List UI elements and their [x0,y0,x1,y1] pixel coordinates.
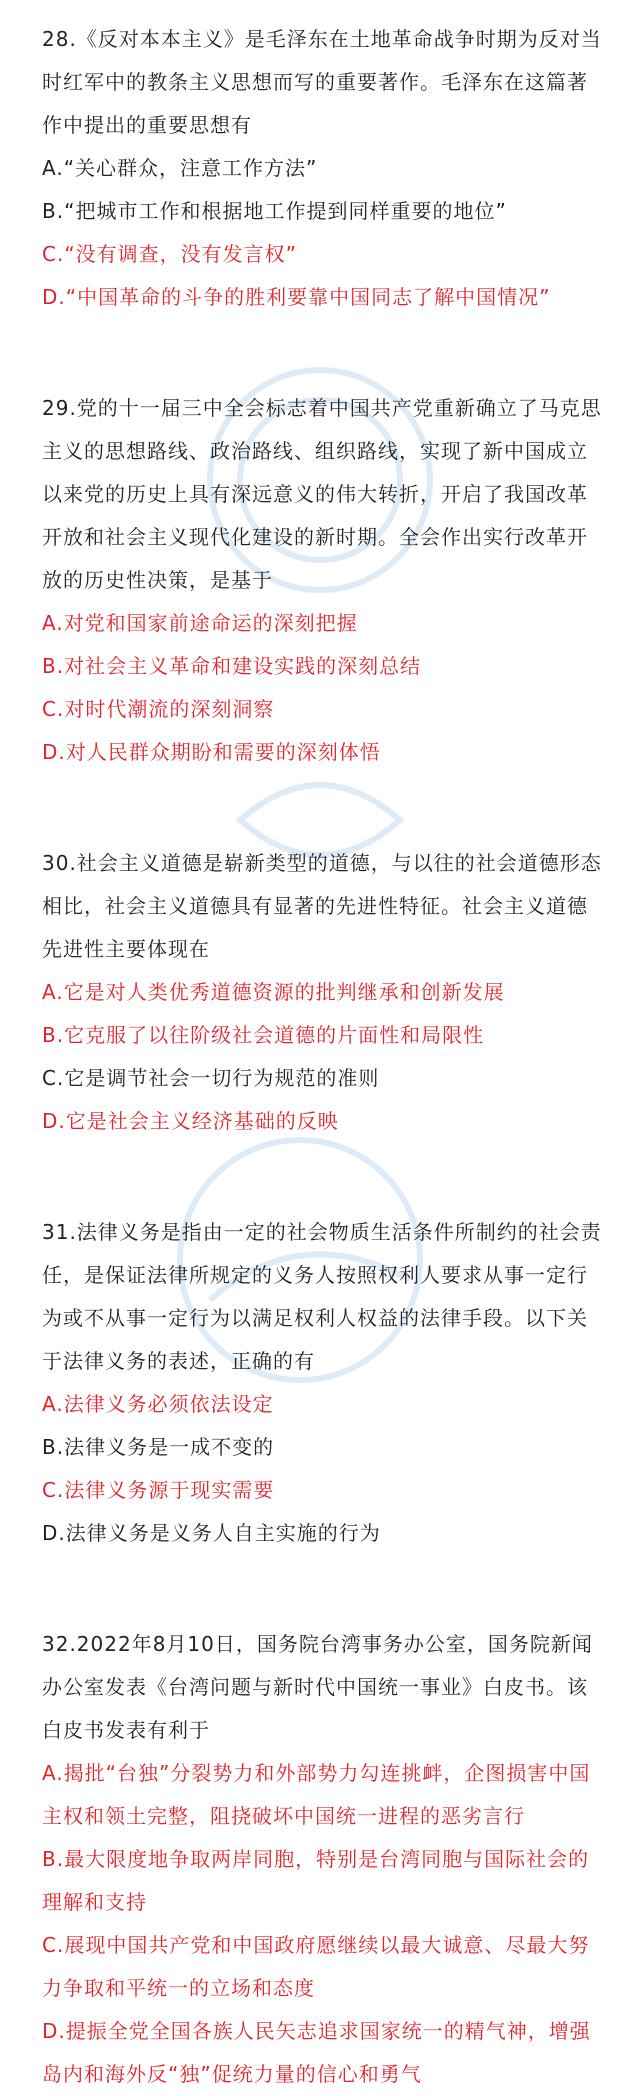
option-d: D.法律义务是义务人自主实施的行为 [42,1521,381,1545]
question-30 [42,842,608,1143]
question-28 [42,18,608,319]
option-d: D.“中国革命的斗争的胜利要靠中国同志了解中国情况” [42,285,551,309]
option-c: C.它是调节社会一切行为规范的准则 [42,1066,380,1090]
question-stem: 30.社会主义道德是崭新类型的道德，与以往的社会道德形态相比，社会主义道德具有显著的先进性特征。社会主义道德先进性主要体现在 [42,851,602,961]
question-31 [42,1211,608,1555]
option-b: B.它克服了以往阶级社会道德的片面性和局限性 [42,1023,485,1047]
option-d: D.对人民群众期盼和需要的深刻体悟 [42,740,381,764]
option-a: A.法律义务必须依法设定 [42,1392,274,1416]
option-c: C.“没有调查，没有发言权” [42,242,298,266]
option-b: B.对社会主义革命和建设实践的深刻总结 [42,654,422,678]
option-c: C.法律义务源于现实需要 [42,1478,275,1502]
question-29 [42,387,608,774]
option-b: B.最大限度地争取两岸同胞，特别是台湾同胞与国际社会的理解和支持 [42,1847,590,1914]
question-stem: 29.党的十一届三中全会标志着中国共产党重新确立了马克思主义的思想路线、政治路线、组织路线，实现了新中国成立以来党的历史上具有深远意义的伟大转折，开启了我国改革开放和社会主义现代化建设的新时期。全会作出实行改革开放的历史性决策，是基于 [42,396,602,592]
question-stem: 31.法律义务是指由一定的社会物质生活条件所制约的社会责任，是保证法律所规定的义务人按照权利人要求从事一定行为或不从事一定行为以满足权利人权益的法律手段。以下关于法律义务的表述，正确的有 [42,1220,602,1373]
question-list [42,18,608,2096]
option-b: B.“把城市工作和根据地工作提到同样重要的地位” [42,199,507,223]
question-stem: 32.2022年8月10日，国务院台湾事务办公室，国务院新闻办公室发表《台湾问题与新时代中国统一事业》白皮书。该白皮书发表有利于 [42,1632,593,1742]
option-c: C.展现中国共产党和中国政府愿继续以最大诚意、尽最大努力争取和平统一的立场和态度 [42,1933,590,2000]
option-b: B.法律义务是一成不变的 [42,1435,275,1459]
question-stem: 28.《反对本本主义》是毛泽东在土地革命战争时期为反对当时红军中的教条主义思想而写的重要著作。毛泽东在这篇著作中提出的重要思想有 [42,27,602,137]
question-32 [42,1623,608,2096]
option-a: A.揭批“台独”分裂势力和外部势力勾连挑衅，企图损害中国主权和领土完整，阻挠破坏中国统一进程的恶劣言行 [42,1761,591,1828]
option-d: D.它是社会主义经济基础的反映 [42,1109,339,1133]
option-a: A.它是对人类优秀道德资源的批判继承和创新发展 [42,980,505,1004]
option-d: D.提振全党全国各族人民矢志追求国家统一的精气神，增强岛内和海外反“独”促统力量的信心和勇气 [42,2019,591,2086]
option-a: A.“关心群众，注意工作方法” [42,156,318,180]
option-a: A.对党和国家前途命运的深刻把握 [42,611,358,635]
option-c: C.对时代潮流的深刻洞察 [42,697,275,721]
